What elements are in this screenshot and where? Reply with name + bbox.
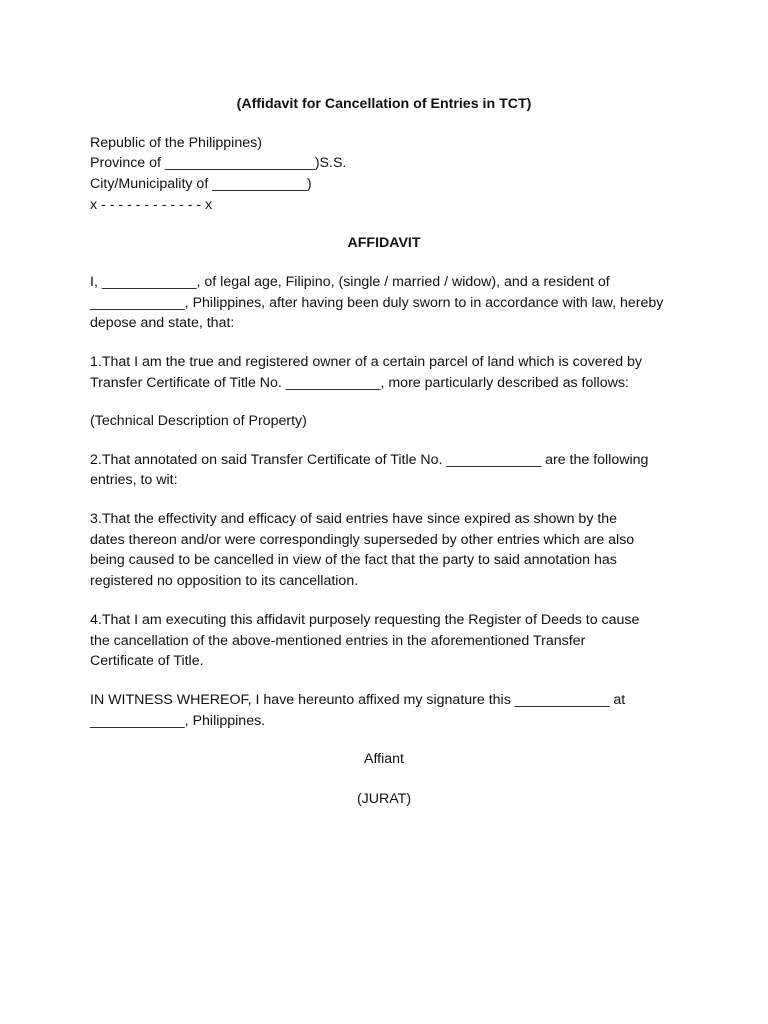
- intro-line-2: ____________, Philippines, after having been duly sworn to in accordance with law, hereby: [90, 295, 664, 311]
- witness-line-1: IN WITNESS WHEREOF, I have hereunto affixed my signature this ____________ at: [90, 692, 626, 708]
- affidavit-heading: AFFIDAVIT: [347, 235, 421, 251]
- venue-separator-line: x - - - - - - - - - - - - x: [90, 197, 213, 213]
- intro-line-3: depose and state, that:: [90, 315, 235, 331]
- witness-line-2: ____________, Philippines.: [90, 713, 266, 729]
- document-title: (Affidavit for Cancellation of Entries in TCT): [236, 96, 532, 112]
- paragraph-3-line-2: dates thereon and/or were correspondingly superseded by other entries which are also: [90, 532, 635, 548]
- paragraph-4-line-2: the cancellation of the above-mentioned entries in the aforementioned Transfer: [90, 633, 586, 649]
- paragraph-2-line-2: entries, to wit:: [90, 472, 178, 488]
- paragraph-3-line-3: being caused to be cancelled in view of the fact that the party to said annotation has: [90, 552, 617, 568]
- technical-description: (Technical Description of Property): [90, 413, 307, 429]
- intro-line-1: I, ____________, of legal age, Filipino, (single / married / widow), and a resident of: [90, 274, 610, 290]
- venue-republic-line: Republic of the Philippines): [90, 135, 262, 151]
- paragraph-3-line-1: 3.That the effectivity and efficacy of said entries have since expired as shown by the: [90, 511, 618, 527]
- paragraph-3-line-4: registered no opposition to its cancellation.: [90, 573, 359, 589]
- venue-city-line: City/Municipality of ____________): [90, 176, 312, 192]
- jurat-label: (JURAT): [356, 791, 412, 807]
- paragraph-2-line-1: 2.That annotated on said Transfer Certificate of Title No. ____________ are the following: [90, 452, 649, 468]
- paragraph-4-line-3: Certificate of Title.: [90, 653, 204, 669]
- paragraph-1-line-1: 1.That I am the true and registered owner of a certain parcel of land which is covered by: [90, 354, 643, 370]
- venue-province-line: Province of ___________________)S.S.: [90, 155, 347, 171]
- paragraph-4-line-1: 4.That I am executing this affidavit purposely requesting the Register of Deeds to cause: [90, 612, 640, 628]
- affiant-label: Affiant: [364, 751, 404, 767]
- paragraph-1-line-2: Transfer Certificate of Title No. ____________, more particularly described as follows:: [90, 375, 629, 391]
